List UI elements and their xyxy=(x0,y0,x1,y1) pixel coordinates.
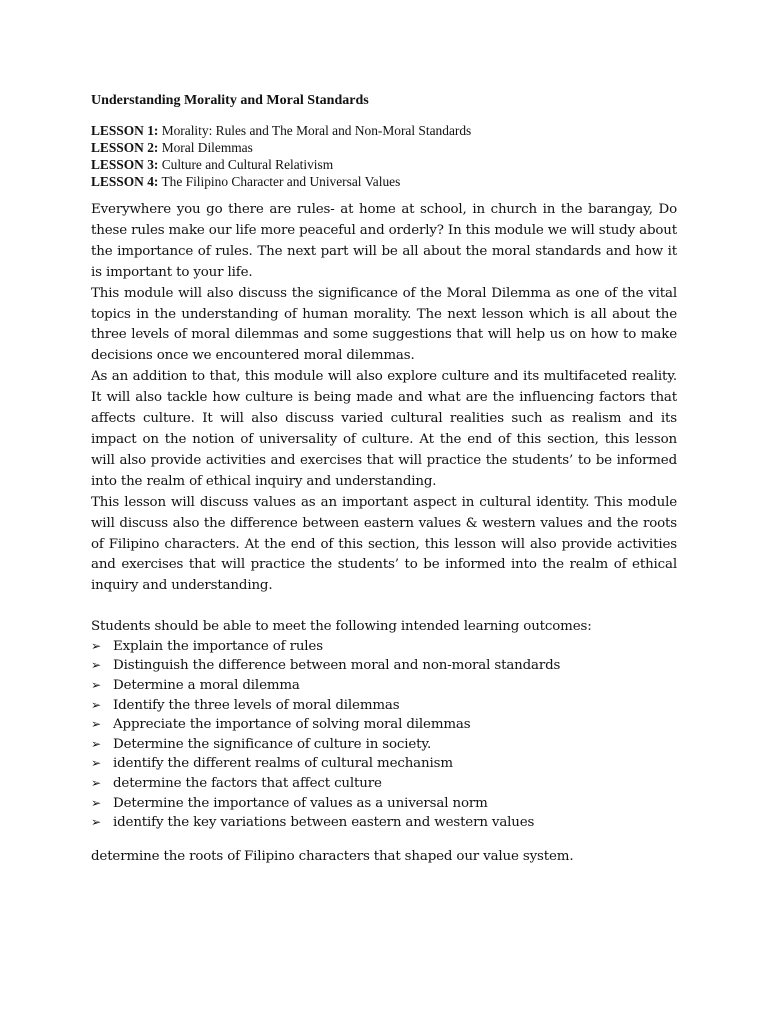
document-page xyxy=(91,92,677,866)
lesson-1 xyxy=(91,122,677,139)
lesson-title: The Filipino Character and Universal Values xyxy=(158,174,401,189)
lesson-2 xyxy=(91,139,677,156)
values-paragraph: This lesson will discuss values as an important aspect in cultural identity. This module will discuss also the difference between eastern values & western values and the roots of Filipino characters. At the end of this section, this lesson will also provide activities and exercises that will practice the students’ to be informed into the realm of ethical inquiry and understanding. xyxy=(91,494,677,594)
arrow-bullet-icon: ➢ xyxy=(91,736,101,751)
lesson-title: Moral Dilemmas xyxy=(158,140,253,155)
lesson-number: LESSON 4: xyxy=(91,174,159,189)
list-item xyxy=(91,754,677,774)
outcome-text: Explain the importance of rules xyxy=(113,638,323,654)
outcome-text: identify the key variations between eastern and western values xyxy=(113,815,535,831)
list-item xyxy=(91,696,677,716)
outcomes-intro: Students should be able to meet the following intended learning outcomes: xyxy=(91,619,592,635)
culture-paragraph: As an addition to that, this module will also explore culture and its multifaceted reality. It will also tackle how culture is being made and what are the influencing factors that affects culture. It will also discuss varied cultural realities such as realism and its impact on the notion of universality of culture. At the end of this section, this lesson will also provide activities and exercises that will practice the students’ to be informed into the realm of ethical inquiry and understanding. xyxy=(91,369,677,489)
list-item xyxy=(91,774,677,794)
arrow-bullet-icon: ➢ xyxy=(91,775,101,790)
lesson-number: LESSON 2: xyxy=(91,140,159,155)
arrow-bullet-icon: ➢ xyxy=(91,638,101,653)
outcome-text: Identify the three levels of moral dilemmas xyxy=(113,697,400,713)
lesson-title: Morality: Rules and The Moral and Non-Moral Standards xyxy=(158,123,472,138)
list-item xyxy=(91,637,677,657)
arrow-bullet-icon: ➢ xyxy=(91,678,101,692)
arrow-bullet-icon: ➢ xyxy=(91,815,101,830)
lesson-list xyxy=(91,122,677,190)
outcome-text: Determine the significance of culture in society. xyxy=(113,736,432,752)
lesson-title: Culture and Cultural Relativism xyxy=(158,157,334,172)
list-item xyxy=(91,656,677,676)
lesson-number: LESSON 1: xyxy=(91,123,159,138)
list-item xyxy=(91,676,677,696)
outcome-text: identify the different realms of cultural mechanism xyxy=(113,756,453,772)
moral-dilemma-paragraph: This module will also discuss the significance of the Moral Dilemma as one of the vital topics in the understanding of human morality. The next lesson which is all about the three levels of moral dilemmas and some suggestions that will help us on how to make decisions once we encountered moral dilemmas. xyxy=(91,285,677,364)
arrow-bullet-icon: ➢ xyxy=(91,658,101,673)
list-item xyxy=(91,813,677,833)
outcome-text: Appreciate the importance of solving moral dilemmas xyxy=(113,717,471,733)
outcome-text: Distinguish the difference between moral and non-moral standards xyxy=(113,658,561,674)
intro-paragraph: Everywhere you go there are rules- at home at school, in church in the barangay, Do these rules make our life more peaceful and orderly? In this module we will study about the importance of rules. The next part will be all about the moral standards and how it is important to your life. xyxy=(91,202,677,280)
outcome-text: Determine a moral dilemma xyxy=(113,678,300,693)
outcomes-list xyxy=(91,637,677,833)
arrow-bullet-icon: ➢ xyxy=(91,697,101,712)
arrow-bullet-icon: ➢ xyxy=(91,717,101,732)
arrow-bullet-icon: ➢ xyxy=(91,756,101,771)
outcome-text: determine the factors that affect culture xyxy=(113,775,382,791)
list-item xyxy=(91,794,677,814)
arrow-bullet-icon: ➢ xyxy=(91,795,101,810)
outcome-text: Determine the importance of values as a universal norm xyxy=(113,795,488,811)
lesson-4 xyxy=(91,173,677,190)
list-item xyxy=(91,715,677,735)
lesson-number: LESSON 3: xyxy=(91,157,159,172)
list-item xyxy=(91,735,677,755)
closing-line: determine the roots of Filipino characters that shaped our value system. xyxy=(91,848,574,864)
lesson-3 xyxy=(91,156,677,173)
document-title: Understanding Morality and Moral Standards xyxy=(91,93,369,108)
